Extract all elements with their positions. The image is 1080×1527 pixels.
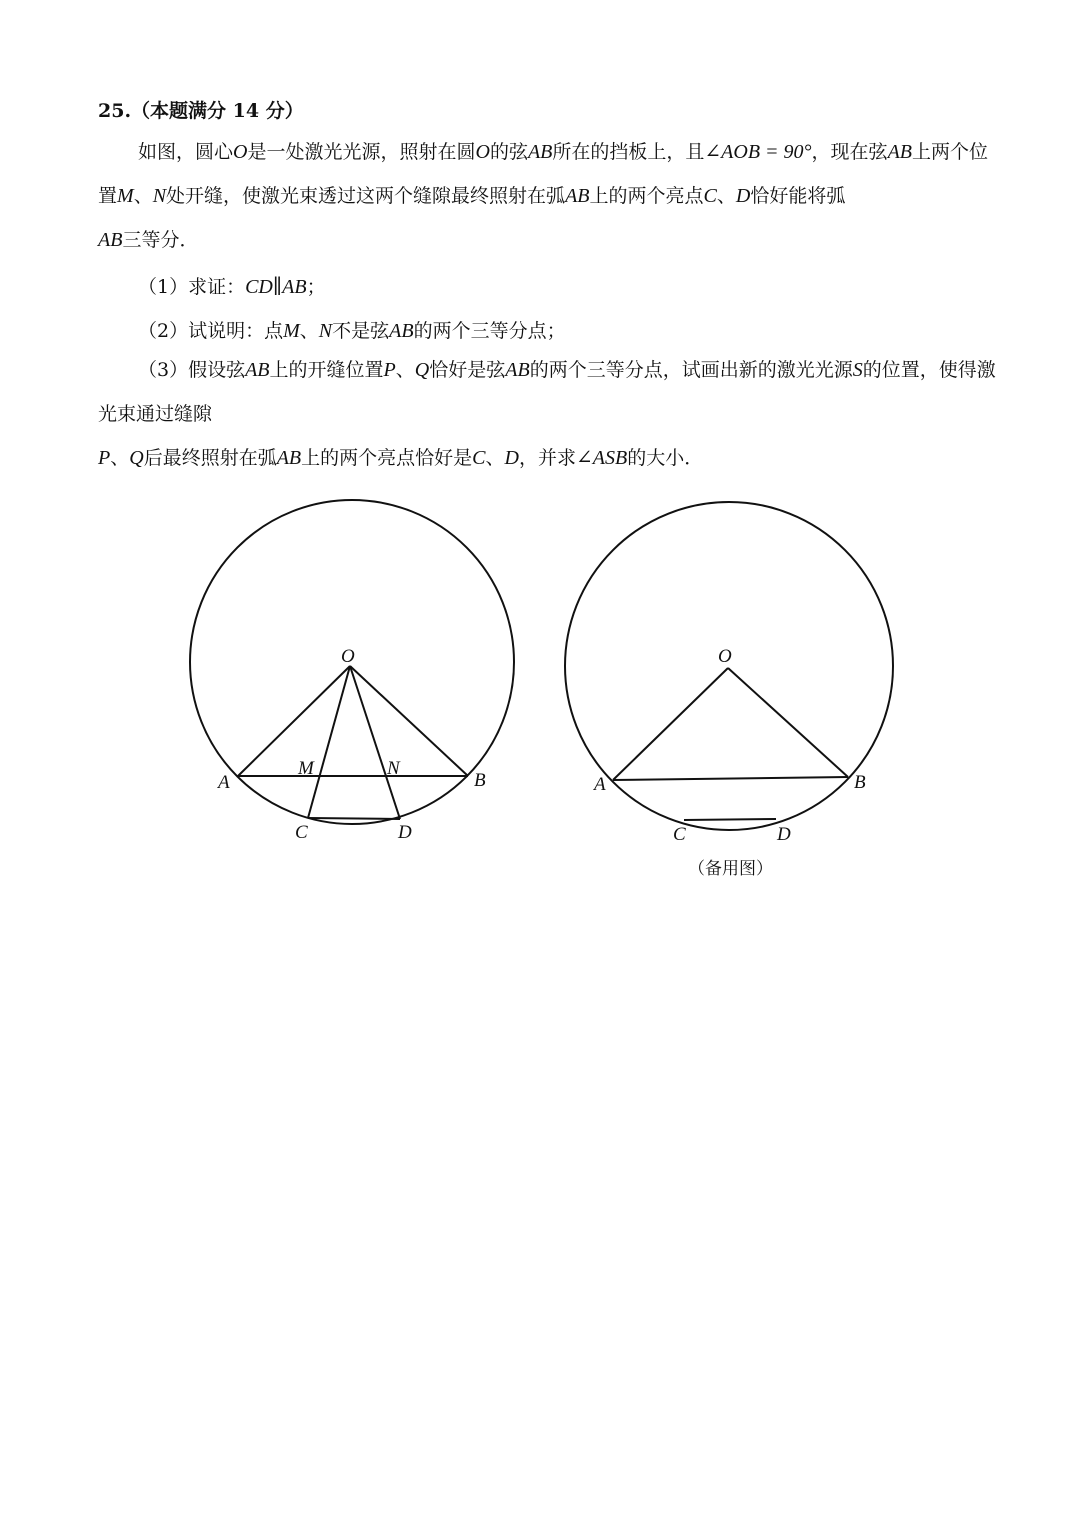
geometry-figures [0,480,1080,900]
label-D-spare: D [777,824,791,845]
label-O-spare: O [718,646,732,667]
angle-aob: ∠AOB = 90° [704,141,812,163]
label-O: O [341,646,355,667]
label-B: B [474,770,486,791]
sub-question-1: （1）求证：CD∥AB； [138,276,326,298]
chord-AB-spare [613,777,848,780]
sub-question-2: （2）试说明：点M、N不是弦AB的两个三等分点； [138,320,566,342]
segment-OC [308,666,350,818]
chord-CD-spare [684,819,776,820]
label-A: A [218,772,230,793]
label-D: D [398,822,412,843]
angle-asb: ∠ASB [575,447,628,469]
label-C: C [295,822,308,843]
label-A-spare: A [594,774,606,795]
chord-CD [308,818,400,819]
sub-question-3: （3）假设弦AB上的开缝位置P、Q恰好是弦AB的两个三等分点，试画出新的激光光源S的位置，使得激光束通过缝隙 P、Q后最终照射在弧AB上的两个亮点恰好是C、D，并求∠ASB的大小． [98,359,996,469]
label-B-spare: B [854,772,866,793]
segment-OB-spare [728,668,848,777]
question-header: 25.（本题满分 14 分） [98,100,304,122]
label-C-spare: C [673,824,686,845]
question-intro: 如图，圆心O是一处激光光源，照射在圆O的弦AB所在的挡板上，且∠AOB = 90°，现在弦AB上两个位置M、N处开缝，使激光束透过这两个缝隙最终照射在弧AB上的两个亮点C、D恰好能将弧 AB三等分． [98,141,989,251]
spare-figure-caption: （备用图） [688,859,773,879]
segment-OA-spare [613,668,728,780]
spare-figure [565,502,893,879]
label-M: M [298,758,314,779]
segment-OA [238,666,350,776]
label-N: N [387,758,400,779]
main-figure [190,500,514,843]
